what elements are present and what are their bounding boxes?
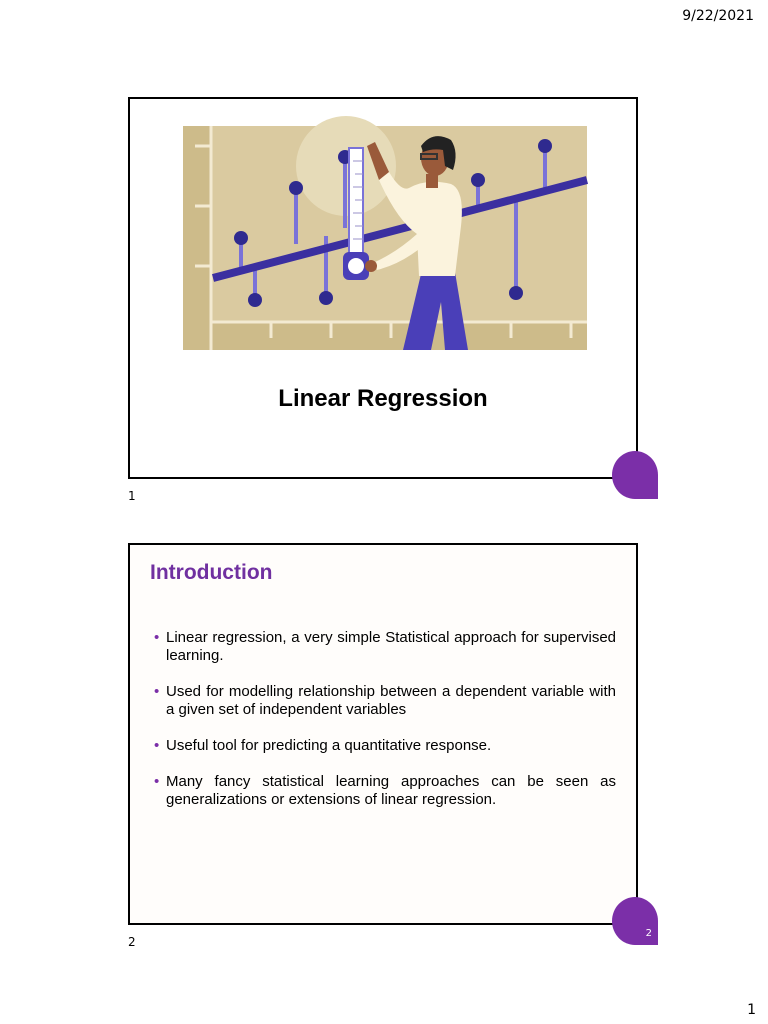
bullet-icon: • — [154, 629, 160, 646]
page-number: 1 — [747, 1002, 756, 1018]
slide-title: Introduction — [150, 561, 273, 584]
bullet-icon: • — [154, 737, 160, 754]
bullet-icon: • — [154, 773, 160, 790]
slide-corner-number: 2 — [645, 928, 652, 939]
slide-corner-badge — [612, 451, 658, 499]
slide-corner-badge — [612, 897, 658, 945]
slide-2 — [128, 543, 652, 939]
slide-label: 2 — [128, 935, 136, 949]
slide-label: 1 — [128, 489, 136, 503]
bullet-icon: • — [154, 683, 160, 700]
slide-title: Linear Regression — [278, 385, 488, 412]
slide-1 — [128, 97, 638, 479]
bullet-list — [154, 629, 616, 827]
bullet-item: • Many fancy statistical learning approaches can be seen as generalizations or extensions of linear regression. — [154, 773, 616, 808]
bullet-item: • Used for modelling relationship between a dependent variable with a given set of independent variables — [154, 683, 616, 718]
page-date: 9/22/2021 — [682, 8, 754, 24]
linear-regression-illustration — [183, 126, 587, 350]
bullet-item: • Useful tool for predicting a quantitative response. — [154, 737, 492, 754]
bullet-item: • Linear regression, a very simple Statistical approach for supervised learning. — [154, 629, 616, 664]
